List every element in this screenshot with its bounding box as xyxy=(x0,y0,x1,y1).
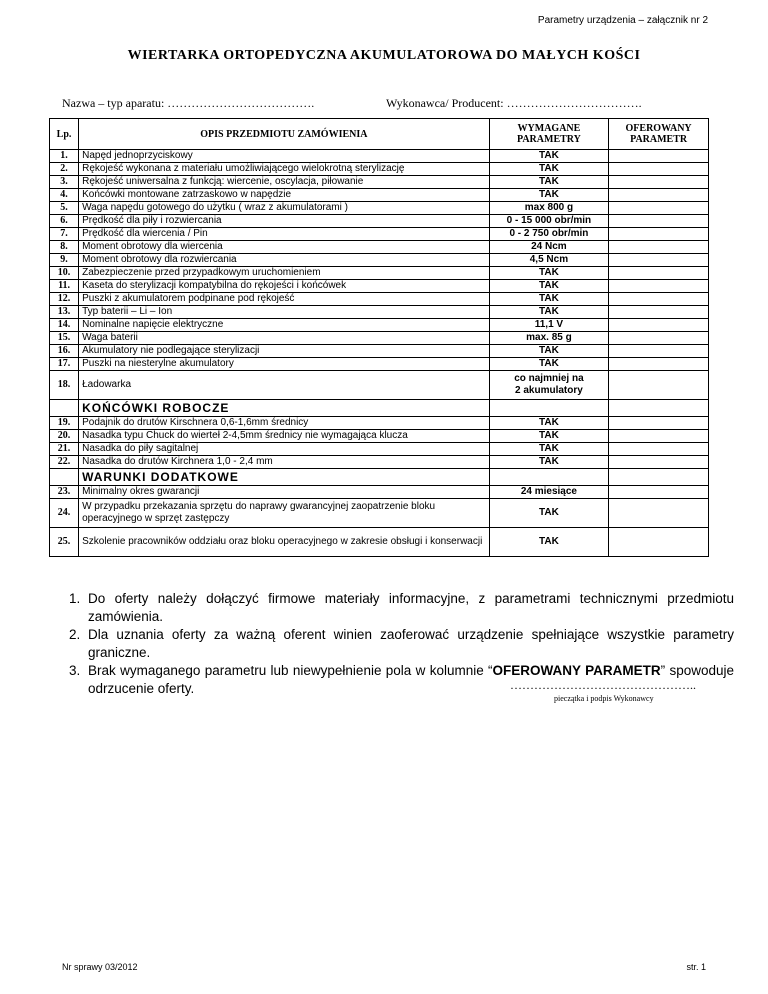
annex-header: Parametry urządzenia – załącznik nr 2 xyxy=(537,15,708,26)
section-conditions-title: WARUNKI DODATKOWE xyxy=(79,469,490,486)
offered-cell[interactable] xyxy=(609,228,709,241)
row-required: TAK xyxy=(489,358,609,371)
table-row xyxy=(50,280,709,293)
row-lp: 24. xyxy=(50,499,79,528)
offered-cell[interactable] xyxy=(609,456,709,469)
section-row xyxy=(50,469,709,486)
row-lp: 3. xyxy=(50,176,79,189)
offered-cell[interactable] xyxy=(609,345,709,358)
table-row xyxy=(50,358,709,371)
page-number: str. 1 xyxy=(686,962,706,972)
row-description: Nominalne napięcie elektryczne xyxy=(79,319,490,332)
row-lp: 15. xyxy=(50,332,79,345)
row-description: Kaseta do sterylizacji kompatybilna do rękojeści i końcówek xyxy=(79,280,490,293)
offered-cell[interactable] xyxy=(609,189,709,202)
row-description: Prędkość dla wiercenia / Pin xyxy=(79,228,490,241)
signature-line: ……………………………………….. xyxy=(510,678,696,692)
table-row xyxy=(50,293,709,306)
offered-cell[interactable] xyxy=(609,241,709,254)
row-description: Moment obrotowy dla rozwiercania xyxy=(79,254,490,267)
section-lp-empty xyxy=(50,400,79,417)
row-required: 11,1 V xyxy=(489,319,609,332)
row-lp: 10. xyxy=(50,267,79,280)
row-lp: 21. xyxy=(50,443,79,456)
row-lp: 14. xyxy=(50,319,79,332)
row-lp: 5. xyxy=(50,202,79,215)
row-required: TAK xyxy=(489,176,609,189)
row-description: Puszki z akumulatorem podpinane pod rękojeść xyxy=(79,293,490,306)
row-lp: 16. xyxy=(50,345,79,358)
row-required: TAK xyxy=(489,293,609,306)
row-required: max 800 g xyxy=(489,202,609,215)
note-text: ” spowoduje odrzucenie oferty. xyxy=(88,663,734,696)
table-row xyxy=(50,254,709,267)
row-required: TAK xyxy=(489,163,609,176)
header-lp: Lp. xyxy=(50,119,79,150)
row-description: Rękojeść wykonana z materiału umożliwiającego wielokrotną sterylizację xyxy=(79,163,490,176)
row-required: TAK xyxy=(489,189,609,202)
row-required: 0 - 2 750 obr/min xyxy=(489,228,609,241)
offered-cell[interactable] xyxy=(609,430,709,443)
row-description: Typ baterii – Li – Ion xyxy=(79,306,490,319)
offered-cell[interactable] xyxy=(609,499,709,528)
table-row xyxy=(50,332,709,345)
note-text: Brak wymaganego parametru lub niewypełnienie pola w kolumnie “ xyxy=(88,663,493,678)
row-lp: 11. xyxy=(50,280,79,293)
row-description: Puszki na niesterylne akumulatory xyxy=(79,358,490,371)
row-lp: 25. xyxy=(50,528,79,557)
table-row xyxy=(50,345,709,358)
table-row xyxy=(50,319,709,332)
table-row xyxy=(50,202,709,215)
row-lp: 4. xyxy=(50,189,79,202)
table-row xyxy=(50,267,709,280)
table-row xyxy=(50,306,709,319)
row-description: Zabezpieczenie przed przypadkowym uruchomieniem xyxy=(79,267,490,280)
row-lp: 19. xyxy=(50,417,79,430)
offered-cell[interactable] xyxy=(609,319,709,332)
header-required: WYMAGANE PARAMETRY xyxy=(489,119,609,150)
offered-cell[interactable] xyxy=(609,371,709,400)
row-required: 24 miesiące xyxy=(489,486,609,499)
table-row xyxy=(50,150,709,163)
row-required: TAK xyxy=(489,267,609,280)
offered-cell[interactable] xyxy=(609,486,709,499)
table-row xyxy=(50,228,709,241)
row-required: TAK xyxy=(489,430,609,443)
table-row xyxy=(50,417,709,430)
offered-cell[interactable] xyxy=(609,267,709,280)
parameters-table xyxy=(49,118,709,557)
row-required: 0 - 15 000 obr/min xyxy=(489,215,609,228)
table-row xyxy=(50,371,709,400)
row-required: 4,5 Ncm xyxy=(489,254,609,267)
table-row xyxy=(50,486,709,499)
section-lp-empty xyxy=(50,469,79,486)
row-description: Waga baterii xyxy=(79,332,490,345)
note-emphasis: OFEROWANY PARAMETR xyxy=(492,663,661,678)
offered-cell[interactable] xyxy=(609,202,709,215)
row-description: W przypadku przekazania sprzętu do naprawy gwarancyjnej zaopatrzenie bloku operacyjnego w sprzęt zastępczy xyxy=(79,499,490,528)
row-description: Ładowarka xyxy=(79,371,490,400)
row-description: Nasadka typu Chuck do wierteł 2-4,5mm średnicy nie wymagająca klucza xyxy=(79,430,490,443)
row-required: TAK xyxy=(489,345,609,358)
row-required: TAK xyxy=(489,443,609,456)
section-req-empty xyxy=(489,469,609,486)
row-lp: 8. xyxy=(50,241,79,254)
row-lp: 18. xyxy=(50,371,79,400)
row-description: Podajnik do drutów Kirschnera 0,6-1,6mm średnicy xyxy=(79,417,490,430)
section-row xyxy=(50,400,709,417)
header-offered: OFEROWANY PARAMETR xyxy=(609,119,709,150)
table-row xyxy=(50,215,709,228)
device-name-label: Nazwa – typ aparatu: ………………………………. xyxy=(62,96,315,110)
row-description: Końcówki montowane zatrzaskowo w napędzie xyxy=(79,189,490,202)
row-lp: 17. xyxy=(50,358,79,371)
offered-cell[interactable] xyxy=(609,417,709,430)
row-description: Nasadka do piły sagitalnej xyxy=(79,443,490,456)
row-lp: 9. xyxy=(50,254,79,267)
row-required: TAK xyxy=(489,417,609,430)
offered-cell[interactable] xyxy=(609,215,709,228)
table-row xyxy=(50,163,709,176)
row-description: Moment obrotowy dla wiercenia xyxy=(79,241,490,254)
section-req-empty xyxy=(489,400,609,417)
row-lp: 13. xyxy=(50,306,79,319)
row-lp: 7. xyxy=(50,228,79,241)
section-off-empty xyxy=(609,469,709,486)
note-item: 1. Do oferty należy dołączyć firmowe materiały informacyjne, z parametrami technicznymi przedmiotu zamówienia. xyxy=(84,590,734,626)
table-row xyxy=(50,176,709,189)
offered-cell[interactable] xyxy=(609,280,709,293)
row-description: Napęd jednoprzyciskowy xyxy=(79,150,490,163)
row-description: Rękojeść uniwersalna z funkcją: wiercenie, oscylacja, piłowanie xyxy=(79,176,490,189)
section-tools-title: KOŃCÓWKI ROBOCZE xyxy=(79,400,490,417)
row-required: 24 Ncm xyxy=(489,241,609,254)
offered-cell[interactable] xyxy=(609,254,709,267)
row-required-line1: co najmniej na xyxy=(514,373,584,384)
row-description: Waga napędu gotowego do użytku ( wraz z akumulatorami ) xyxy=(79,202,490,215)
table-row xyxy=(50,443,709,456)
table-row xyxy=(50,499,709,528)
header-description: OPIS PRZEDMIOTU ZAMÓWIENIA xyxy=(79,119,490,150)
row-description: Szkolenie pracowników oddziału oraz bloku operacyjnego w zakresie obsługi i konserwacji xyxy=(79,528,490,557)
table-row xyxy=(50,456,709,469)
note-item: 2. Dla uznania oferty za ważną oferent winien zaoferować urządzenie spełniające wszystkie parametry graniczne. xyxy=(84,626,734,662)
case-number: Nr sprawy 03/2012 xyxy=(62,962,138,972)
row-lp: 22. xyxy=(50,456,79,469)
row-required: TAK xyxy=(489,306,609,319)
offered-cell[interactable] xyxy=(609,306,709,319)
offered-cell[interactable] xyxy=(609,332,709,345)
row-lp: 20. xyxy=(50,430,79,443)
row-required: TAK xyxy=(489,528,609,557)
offered-cell[interactable] xyxy=(609,528,709,557)
table-row xyxy=(50,241,709,254)
row-lp: 23. xyxy=(50,486,79,499)
row-lp: 2. xyxy=(50,163,79,176)
offered-cell[interactable] xyxy=(609,163,709,176)
offered-cell[interactable] xyxy=(609,358,709,371)
offered-cell[interactable] xyxy=(609,293,709,306)
producer-label: Wykonawca/ Producent: ……………………………. xyxy=(386,96,642,110)
row-required: TAK xyxy=(489,499,609,528)
table-row xyxy=(50,528,709,557)
offered-cell[interactable] xyxy=(609,176,709,189)
row-required: TAK xyxy=(489,150,609,163)
row-required-line2: 2 akumulatory xyxy=(515,385,583,396)
row-description: Akumulatory nie podlegające sterylizacji xyxy=(79,345,490,358)
row-required: TAK xyxy=(489,280,609,293)
row-lp: 12. xyxy=(50,293,79,306)
row-description: Prędkość dla piły i rozwiercania xyxy=(79,215,490,228)
document-title: WIERTARKA ORTOPEDYCZNA AKUMULATOROWA DO MAŁYCH KOŚCI xyxy=(127,48,641,63)
row-required: TAK xyxy=(489,456,609,469)
table-row xyxy=(50,430,709,443)
signature-label: pieczątka i podpis Wykonawcy xyxy=(554,694,654,703)
row-required: max. 85 g xyxy=(489,332,609,345)
section-off-empty xyxy=(609,400,709,417)
offered-cell[interactable] xyxy=(609,443,709,456)
row-required xyxy=(489,371,609,400)
table-header-row xyxy=(50,119,709,150)
row-description: Minimalny okres gwarancji xyxy=(79,486,490,499)
table-row xyxy=(50,189,709,202)
row-lp: 1. xyxy=(50,150,79,163)
row-description: Nasadka do drutów Kirchnera 1,0 - 2,4 mm xyxy=(79,456,490,469)
row-lp: 6. xyxy=(50,215,79,228)
offered-cell[interactable] xyxy=(609,150,709,163)
